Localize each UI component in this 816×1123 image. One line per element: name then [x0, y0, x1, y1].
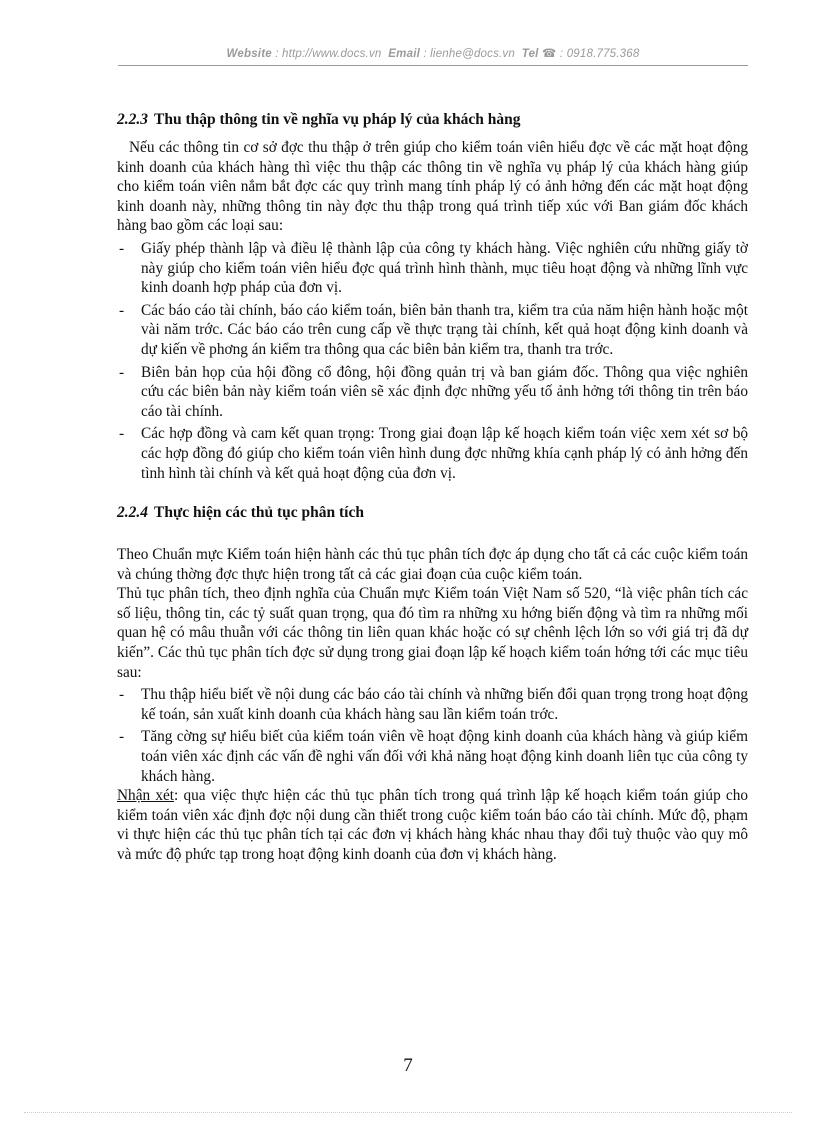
website-label: Website [226, 48, 272, 60]
list-item: - Tăng cờng sự hiểu biết của kiểm toán viên về hoạt động kinh doanh của khách hàng và giúp kiểm toán viên xác định các vấn đề nghi vấn đối với khả năng hoạt động kinh doanh liên tục của công ty khách hàng. [119, 728, 748, 785]
website-value: : http://www.docs.vn [275, 48, 382, 60]
list-item: - Biên bản họp của hội đồng cổ đông, hội đồng quản trị và ban giám đốc. Thông qua việc nghiên cứu các biên bản này kiểm toán viên sẽ xác định đợc những yếu tố ảnh hởng tới thông tin trên báo cáo tài chính. [119, 363, 748, 420]
section-number: 2.2.4 [117, 504, 148, 522]
bullet-dash: - [119, 363, 125, 381]
page-header [118, 46, 748, 60]
tel-label: Tel [521, 48, 539, 60]
phone-icon: ☎ [541, 48, 557, 60]
section-2-2-4-para2: Thủ tục phân tích, theo định nghĩa của Chuẩn mực Kiểm toán Việt Nam số 520, “là việc phân tích các số liệu, thông tin, các tỷ suất quan trọng, qua đó tìm ra những xu hớng biến động và tìm ra những mối quan hệ có mâu thuẫn với các thông tin liên quan khác hoặc có sự chênh lệch lớn so với giá trị đã dự kiến”. Các thủ tục phân tích đợc sử dụng trong giai đoạn lập kế hoạch kiểm toán hớng tới các mục tiêu sau: [117, 585, 748, 681]
list-item: - Giấy phép thành lập và điều lệ thành lập của công ty khách hàng. Việc nghiên cứu những giấy tờ này giúp cho kiểm toán viên hiểu đợc quá trình hình thành, mục tiêu hoạt động và những lĩnh vực kinh doanh hợp pháp của đơn vị. [119, 239, 748, 297]
footer-divider [24, 1112, 792, 1113]
section-2-2-4-title [117, 503, 748, 523]
email-label: Email [388, 48, 420, 60]
page-content [117, 110, 748, 865]
list-item: - Các hợp đồng và cam kết quan trọng: Trong giai đoạn lập kế hoạch kiểm toán việc xem xét sơ bộ các hợp đồng đó giúp cho kiểm toán viên hình dung đợc những khía cạnh pháp lý có ảnh hởng đến tình hình tài chính và kết quả hoạt động của đơn vị. [119, 425, 748, 482]
section-number: 2.2.3 [117, 111, 148, 128]
bullet-dash: - [119, 686, 125, 704]
section-2-2-3-list [117, 239, 748, 483]
bullet-dash: - [119, 728, 125, 746]
bullet-dash: - [119, 425, 125, 443]
email-value: : lienhe@docs.vn [423, 48, 515, 60]
header-divider [118, 65, 748, 66]
tel-value: : 0918.775.368 [559, 48, 640, 60]
bullet-dash: - [119, 239, 125, 257]
section-title-text: Thu thập thông tin về nghĩa vụ pháp lý của khách hàng [154, 111, 521, 128]
list-item: - Các báo cáo tài chính, báo cáo kiểm toán, biên bản thanh tra, kiểm tra của năm hiện hành hoặc một vài năm trớc. Các báo cáo trên cung cấp về thực trạng tài chính, kết quả hoạt động kinh doanh và dự kiến về phơng án kiểm tra thông qua các biên bản kiểm tra, thanh tra trớc. [119, 301, 748, 358]
section-2-2-4-para1: Theo Chuẩn mực Kiểm toán hiện hành các thủ tục phân tích đợc áp dụng cho tất cả các cuộc kiểm toán và chúng thờng đợc thực hiện trong tất cả các giai đoạn của cuộc kiểm toán. [117, 546, 749, 583]
page-number: 7 [403, 1055, 413, 1076]
bullet-dash: - [119, 301, 125, 319]
note-text: : qua việc thực hiện các thủ tục phân tích trong quá trình lập kế hoạch kiểm toán giúp cho kiểm toán viên xác định đợc nội dung cần thiết trong cuộc kiểm toán báo cáo tài chính. Mức độ, phạm vi thực hiện các thủ tục phân tích tại các đơn vị khách hàng khác nhau thay đổi tuỳ thuộc vào quy mô và mức độ phức tạp trong hoạt động kinh doanh của đơn vị khách hàng. [117, 787, 748, 863]
list-item: - Thu thập hiểu biết về nội dung các báo cáo tài chính và những biến đổi quan trọng trong hoạt động kế toán, sản xuất kinh doanh của khách hàng sau lần kiểm toán trớc. [119, 686, 748, 723]
section-2-2-4-note [117, 786, 748, 864]
note-label: Nhận xét [117, 787, 175, 805]
section-2-2-4-list [117, 685, 748, 786]
section-2-2-3-intro: Nếu các thông tin cơ sở đợc thu thập ở trên giúp cho kiểm toán viên hiểu đợc về các mặt hoạt động kinh doanh của khách hàng thì việc thu thập các thông tin về nghĩa vụ pháp lý của khách hàng giúp cho kiểm toán viên nắm bắt đợc các quy trình mang tính pháp lý có ảnh hởng đến các mặt hoạt động kinh doanh này, những thông tin này đợc thu thập trong quá trình tiếp xúc với Ban giám đốc khách hàng bao gồm các loại sau: [117, 139, 748, 235]
section-2-2-3-title [117, 110, 748, 130]
section-title-text: Thực hiện các thủ tục phân tích [154, 504, 364, 522]
